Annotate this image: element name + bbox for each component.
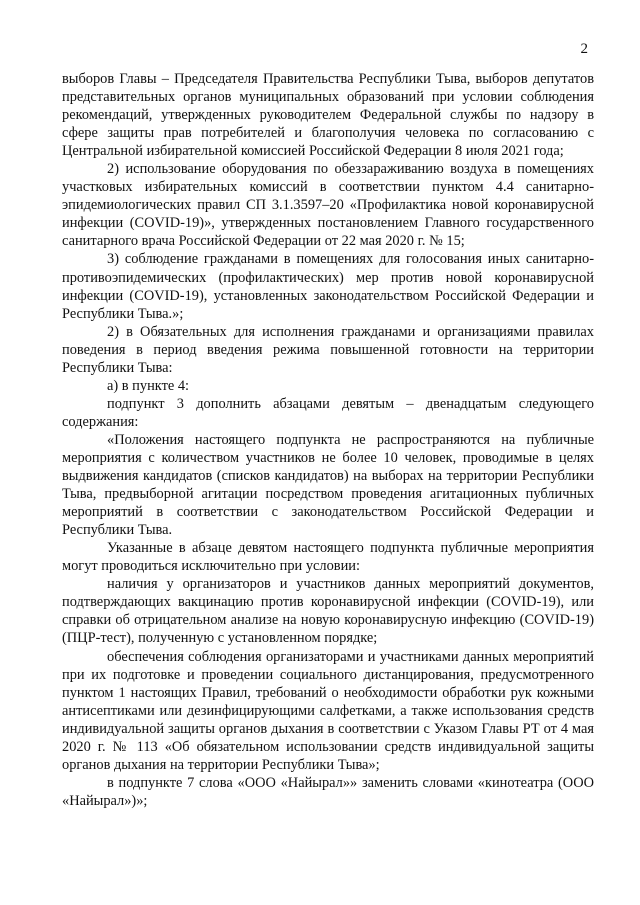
paragraph-10: обеспечения соблюдения организаторами и участниками данных мероприятий при их подготовке и проведении социального дистанцирования, предусмотренного пунктом 1 настоящих Правил, требований о необходимости обработки рук кожными антисептиками или дезинфицирующими салфетками, а также использования средств индивидуальной защиты органов дыхания в соответствии с Указом Главы РТ от 4 мая 2020 г. № 113 «Об обязательном использовании средств индивидуальной защиты органов дыхания на территории Республики Тыва»; [62, 648, 594, 773]
document-body [62, 70, 594, 810]
page-number: 2 [580, 41, 588, 57]
paragraph-6: подпункт 3 дополнить абзацами девятым – двенадцатым следующего содержания: [62, 395, 594, 430]
paragraph-11: в подпункте 7 слова «ООО «Найырал»» заменить словами «кинотеатра (ООО «Найырал»)»; [62, 774, 594, 809]
paragraph-9: наличия у организаторов и участников данных мероприятий документов, подтверждающих вакцинацию против коронавирусной инфекции (COVID-19), или справки об отрицательном анализе на новую коронавирусную инфекцию (COVID-19) (ПЦР-тест), полученную с установленном порядке; [62, 576, 594, 647]
paragraph-2: 2) использование оборудования по обеззараживанию воздуха в помещениях участковых избирательных комиссий в соответствии пунктом 4.4 санитарно-эпидемиологических правил СП 3.1.3597–20 «Профилактика новой коронавирусной инфекции (COVID-19)», утвержденных постановлением Главного государственного санитарного врача Российской Федерации от 22 мая 2020 г. № 15; [62, 161, 594, 250]
paragraph-4: 2) в Обязательных для исполнения гражданами и организациями правилах поведения в период введения режима повышенной готовности на территории Республики Тыва: [62, 323, 594, 376]
paragraph-3: 3) соблюдение гражданами в помещениях для голосования иных санитарно-противоэпидемических (профилактических) мер против новой коронавирусной инфекции (COVID-19), установленных законодательством Российской Федерации и Республики Тыва.»; [62, 251, 594, 322]
paragraph-7: «Положения настоящего подпункта не распространяются на публичные мероприятия с количеством участников не более 10 человек, проводимые в целях выдвижения кандидатов (списков кандидатов) на выборах на территории Республики Тыва, предвыборной агитации посредством проведения агитационных публичных мероприятий в соответствии с законодательством Российской Федерации и Республики Тыва. [62, 431, 594, 539]
paragraph-8: Указанные в абзаце девятом настоящего подпункта публичные мероприятия могут проводиться исключительно при условии: [62, 540, 594, 575]
paragraph-1: выборов Главы – Председателя Правительства Республики Тыва, выборов депутатов представительных органов муниципальных образований при условии соблюдения рекомендаций, утвержденных руководителем Федеральной службы по надзору в сфере защиты прав потребителей и благополучия человека по согласованию с Центральной избирательной комиссией Российской Федерации 8 июля 2021 года; [62, 71, 594, 160]
paragraph-5: а) в пункте 4: [107, 377, 190, 394]
